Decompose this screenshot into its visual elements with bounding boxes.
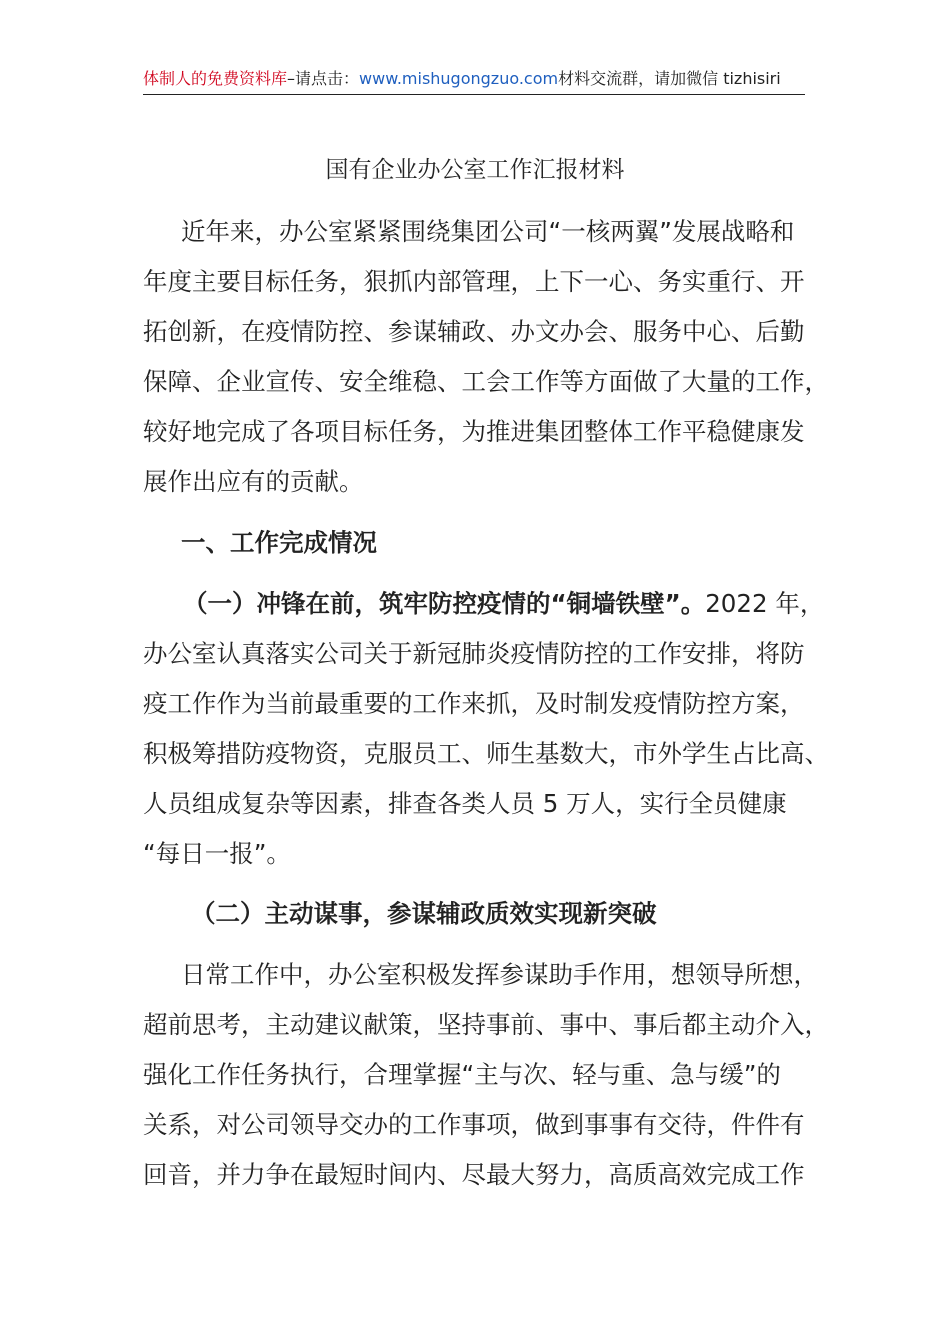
- subsection-2-heading: （二）主动谋事，参谋辅政质效实现新突破: [191, 899, 657, 928]
- intro-line: 较好地完成了各项目标任务，为推进集团整体工作平稳健康发: [143, 417, 805, 446]
- subsection-1-first-line: [143, 579, 828, 629]
- subsection-1-year: 2022 年，: [705, 589, 825, 618]
- intro-line: 拓创新，在疫情防控、参谋辅政、办文办会、服务中心、后勤: [143, 317, 805, 346]
- section-heading-text: 一、工作完成情况: [181, 528, 377, 557]
- header-url-link[interactable]: www.mishugongzuo.com: [359, 69, 559, 88]
- sub2-line: 强化工作任务执行，合理掌握“主与次、轻与重、急与缓”的: [143, 1060, 781, 1089]
- intro-paragraph: [143, 207, 828, 507]
- header-prompt: –请点击：: [287, 69, 360, 88]
- sub1-line: “每日一报”。: [143, 839, 291, 868]
- sub2-line: 日常工作中，办公室积极发挥参谋助手作用，想领导所想，: [181, 960, 818, 989]
- sub2-line: 超前思考，主动建议献策，坚持事前、事中、事后都主动介入，: [143, 1010, 829, 1039]
- section-heading-1: [143, 518, 828, 568]
- intro-line: 年度主要目标任务，狠抓内部管理，上下一心、务实重行、开: [143, 267, 805, 296]
- sub2-line: 回音，并力争在最短时间内、尽最大努力，高质高效完成工作: [143, 1160, 805, 1189]
- intro-line: 保障、企业宣传、安全维稳、工会工作等方面做了大量的工作，: [143, 367, 829, 396]
- header-brand: 体制人的免费资料库: [143, 69, 288, 88]
- sub2-line: 关系，对公司领导交办的工作事项，做到事事有交待，件件有: [143, 1110, 805, 1139]
- intro-line: 展作出应有的贡献。: [143, 467, 364, 496]
- subsection-1-heading: （一）冲锋在前，筑牢防控疫情的“铜墙铁壁”。: [183, 589, 706, 618]
- subsection-2-heading-block: [143, 889, 828, 939]
- sub1-line: 疫工作作为当前最重要的工作来抓，及时制发疫情防控方案，: [143, 689, 805, 718]
- sub1-line: 积极筹措防疫物资，克服员工、师生基数大，市外学生占比高、: [143, 739, 829, 768]
- sub1-line: 人员组成复杂等因素，排查各类人员 5 万人，实行全员健康: [143, 789, 787, 818]
- page-header: [143, 66, 805, 95]
- header-suffix: 材料交流群，请加微信 tizhisiri: [558, 69, 781, 88]
- subsection-2-paragraph: [143, 950, 828, 1200]
- document-title: 国有企业办公室工作汇报材料: [325, 157, 625, 183]
- subsection-1-paragraph: [143, 579, 828, 879]
- sub1-line: 办公室认真落实公司关于新冠肺炎疫情防控的工作安排，将防: [143, 639, 805, 668]
- intro-line: 近年来，办公室紧紧围绕集团公司“一核两翼”发展战略和: [181, 217, 795, 246]
